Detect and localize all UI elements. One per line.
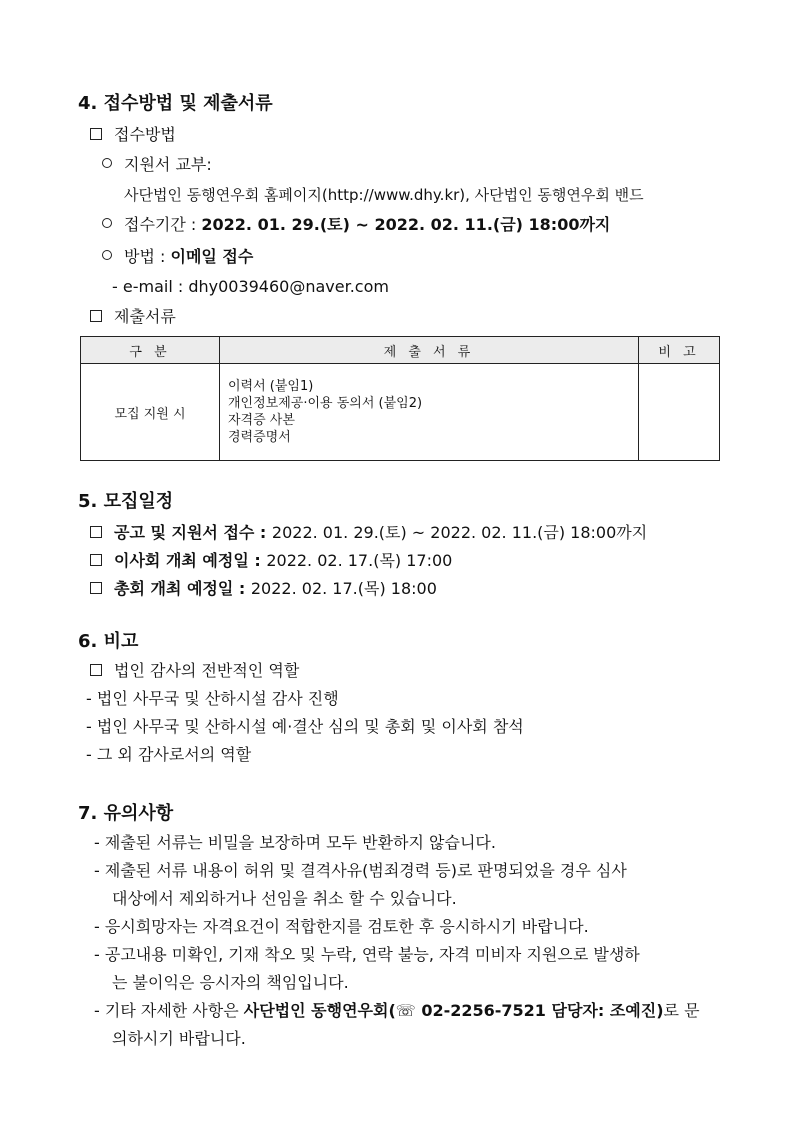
method-item-way: 방법 : 이메일 접수	[102, 246, 253, 268]
distribution-detail: 사단법인 동행연우회 홈페이지(http://www.dhy.kr), 사단법인 동행연우회 밴드	[124, 186, 644, 204]
remarks-item: - 그 외 감사로서의 역할	[86, 745, 252, 764]
checkbox-square-icon	[90, 526, 102, 538]
section-6-title: 6. 비고	[78, 631, 139, 652]
schedule-item-announcement: 공고 및 지원서 접수 : 2022. 01. 29.(토) ~ 2022. 02. 11.(금) 18:00까지	[90, 522, 647, 544]
notice-item: - 제출된 서류는 비밀을 보장하며 모두 반환하지 않습니다.	[94, 833, 496, 852]
remarks-item: - 법인 사무국 및 산하시설 감사 진행	[86, 689, 339, 708]
row-note	[639, 364, 720, 461]
method-heading: 접수방법	[90, 124, 176, 146]
notice-item: - 공고내용 미확인, 기재 착오 및 누락, 연락 불능, 자격 미비자 지원으로 발생하	[94, 945, 640, 964]
checkbox-square-icon	[90, 664, 102, 676]
doc-item: 이력서 (붙임1)	[228, 379, 314, 394]
contact-organization: 사단법인 동행연우회(☏ 02-2256-7521 담당자: 조예진)	[243, 1001, 664, 1020]
circle-bullet-icon	[102, 218, 112, 228]
checkbox-square-icon	[90, 582, 102, 594]
section-4-title: 4. 접수방법 및 제출서류	[78, 93, 273, 114]
contact-line: - 기타 자세한 사항은 사단법인 동행연우회(☏ 02-2256-7521 담당자: 조예진)로 문	[94, 1001, 700, 1020]
submission-docs-table	[80, 336, 720, 461]
docs-heading: 제출서류	[90, 306, 176, 328]
table-header-row	[81, 337, 720, 364]
notice-item-continued: 는 불이익은 응시자의 책임입니다.	[112, 973, 349, 992]
checkbox-square-icon	[90, 128, 102, 140]
checkbox-square-icon	[90, 310, 102, 322]
doc-item: 자격증 사본	[228, 413, 295, 428]
doc-item: 경력증명서	[228, 430, 291, 445]
section-5-title: 5. 모집일정	[78, 491, 174, 512]
remarks-item: - 법인 사무국 및 산하시설 예·결산 심의 및 총회 및 이사회 참석	[86, 717, 524, 736]
notice-item-continued: 대상에서 제외하거나 선임을 취소 할 수 있습니다.	[112, 889, 457, 908]
notice-item: - 응시희망자는 자격요건이 적합한지를 검토한 후 응시하시기 바랍니다.	[94, 917, 589, 936]
header-documents: 제 출 서 류	[220, 337, 639, 364]
contact-line-continued: 의하시기 바랍니다.	[112, 1029, 246, 1048]
circle-bullet-icon	[102, 158, 112, 168]
schedule-item-general-meeting: 총회 개최 예정일 : 2022. 02. 17.(목) 18:00	[90, 578, 437, 600]
section-7-title: 7. 유의사항	[78, 803, 174, 824]
schedule-item-board: 이사회 개최 예정일 : 2022. 02. 17.(목) 17:00	[90, 550, 452, 572]
remarks-heading: 법인 감사의 전반적인 역할	[90, 660, 299, 682]
header-category: 구 분	[81, 337, 220, 364]
checkbox-square-icon	[90, 554, 102, 566]
method-item-distribution: 지원서 교부:	[102, 154, 212, 176]
doc-item: 개인정보제공·이용 동의서 (붙임2)	[228, 396, 423, 411]
row-category: 모집 지원 시	[81, 364, 220, 461]
notice-item: - 제출된 서류 내용이 허위 및 결격사유(범죄경력 등)로 판명되었을 경우 심사	[94, 861, 627, 880]
method-item-period: 접수기간 : 2022. 01. 29.(토) ~ 2022. 02. 11.(금) 18:00까지	[102, 214, 610, 236]
header-note: 비 고	[639, 337, 720, 364]
circle-bullet-icon	[102, 250, 112, 260]
email-line: - e-mail : dhy0039460@naver.com	[112, 277, 389, 296]
table-row	[81, 364, 720, 461]
row-documents	[220, 364, 639, 461]
